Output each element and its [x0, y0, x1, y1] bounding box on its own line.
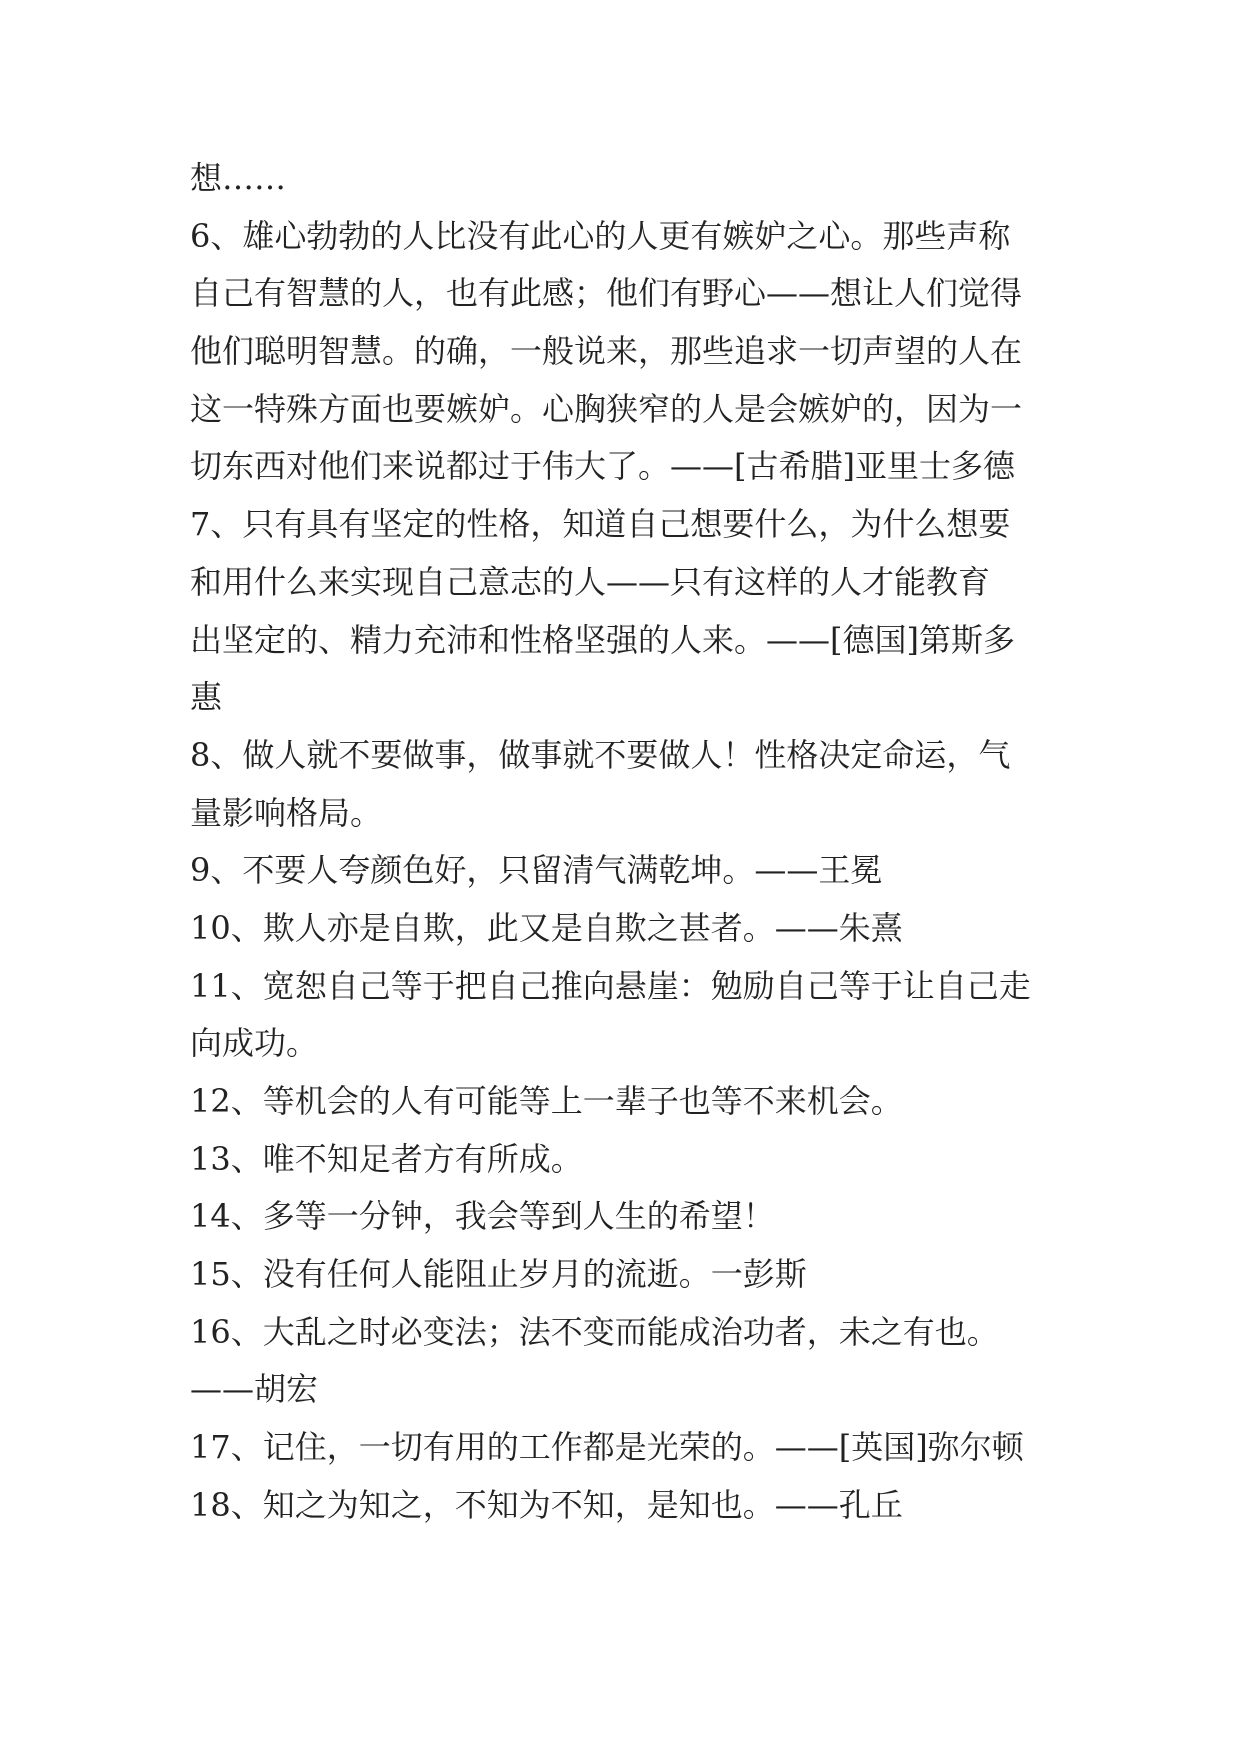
text-line: 9、不要人夸颜色好，只留清气满乾坤。——王冕	[190, 851, 883, 890]
text-line: 量影响格局。	[190, 793, 383, 832]
text-line: 10、欺人亦是自欺，此又是自欺之甚者。——朱熹	[190, 908, 903, 947]
text-line: 15、没有任何人能阻止岁月的流逝。一彭斯	[190, 1255, 807, 1294]
text-line: 他们聪明智慧。的确，一般说来，那些追求一切声望的人在	[190, 332, 1023, 371]
text-line: 11、宽恕自己等于把自己推向悬崖：勉励自己等于让自己走	[190, 966, 1031, 1005]
text-line: 6、雄心勃勃的人比没有此心的人更有嫉妒之心。那些声称	[190, 216, 1011, 255]
text-line: 向成功。	[190, 1024, 319, 1063]
text-line: 14、多等一分钟，我会等到人生的希望！	[190, 1197, 775, 1236]
text-line: 出坚定的、精力充沛和性格坚强的人来。——[德国]第斯多	[190, 620, 1015, 659]
text-line: 自己有智慧的人，也有此感；他们有野心——想让人们觉得	[190, 274, 1023, 313]
text-line: ——胡宏	[190, 1370, 319, 1409]
text-line: 切东西对他们来说都过于伟大了。——[古希腊]亚里士多德	[190, 447, 1015, 486]
text-line: 17、记住，一切有用的工作都是光荣的。——[英国]弥尔顿	[190, 1428, 1024, 1467]
text-line: 16、大乱之时必变法；法不变而能成治功者，未之有也。	[190, 1312, 999, 1351]
document-body	[190, 150, 1050, 1535]
text-line: 13、唯不知足者方有所成。	[190, 1139, 583, 1178]
text-line: 12、等机会的人有可能等上一辈子也等不来机会。	[190, 1082, 903, 1120]
text-line: 7、只有具有坚定的性格，知道自己想要什么，为什么想要	[190, 505, 1011, 544]
text-line: 惠	[190, 678, 223, 717]
text-line: 这一特殊方面也要嫉妒。心胸狭窄的人是会嫉妒的，因为一	[190, 389, 1023, 428]
text-line: 想……	[190, 159, 287, 197]
text-line: 和用什么来实现自己意志的人——只有这样的人才能教育	[190, 562, 991, 601]
text-line: 8、做人就不要做事，做事就不要做人！性格决定命运，气	[190, 735, 1011, 774]
text-line: 18、知之为知之，不知为不知，是知也。——孔丘	[190, 1485, 903, 1524]
